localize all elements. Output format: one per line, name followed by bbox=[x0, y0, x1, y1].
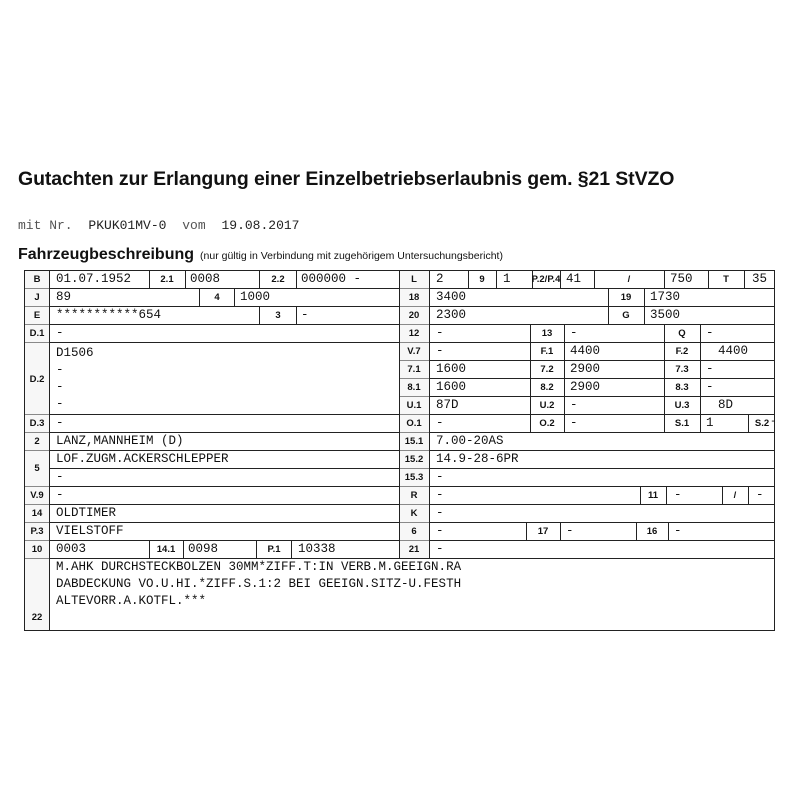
value-E: ***********654 bbox=[56, 308, 162, 322]
value-4: 1000 bbox=[240, 290, 271, 304]
label-12: 12 bbox=[408, 328, 420, 339]
label-2: 2 bbox=[34, 436, 40, 447]
value-5-line2: - bbox=[56, 470, 64, 484]
label-15-2: 15.2 bbox=[404, 454, 424, 465]
label-D2: D.2 bbox=[29, 374, 45, 385]
value-12: - bbox=[436, 326, 444, 340]
value-7-1: 1600 bbox=[436, 362, 467, 376]
value-22-line2: DABDECKUNG VO.U.HI.*ZIFF.S.1:2 BEI GEEIGN.SITZ-U.FESTH bbox=[56, 577, 462, 591]
value-10: 0003 bbox=[56, 542, 87, 556]
value-15-1: 7.00-20AS bbox=[436, 434, 504, 448]
value-8-3: - bbox=[706, 380, 714, 394]
value-2-2: 000000 - bbox=[301, 272, 362, 286]
value-J: 89 bbox=[56, 290, 72, 304]
value-U2: - bbox=[570, 398, 578, 412]
label-2-1: 2.1 bbox=[160, 274, 174, 285]
label-K: K bbox=[410, 508, 418, 519]
value-S1: 1 bbox=[706, 416, 714, 430]
value-V7: - bbox=[436, 344, 444, 358]
value-G: 3500 bbox=[650, 308, 681, 322]
label-B: B bbox=[33, 274, 41, 285]
value-Q: - bbox=[706, 326, 714, 340]
label-7-3: 7.3 bbox=[675, 364, 689, 375]
value-17: - bbox=[566, 524, 574, 538]
value-K: - bbox=[436, 506, 444, 520]
label-U1: U.1 bbox=[406, 400, 422, 411]
label-17: 17 bbox=[537, 526, 549, 537]
label-O1: O.1 bbox=[406, 418, 422, 429]
value-O1: - bbox=[436, 416, 444, 430]
value-F1: 4400 bbox=[570, 344, 601, 358]
label-slash-2: / bbox=[733, 490, 737, 501]
value-15-2: 14.9-28-6PR bbox=[436, 452, 519, 466]
label-18: 18 bbox=[408, 292, 420, 303]
value-18: 3400 bbox=[436, 290, 467, 304]
label-21: 21 bbox=[408, 544, 420, 555]
label-J: J bbox=[34, 292, 40, 303]
nr-value: PKUK01MV-0 bbox=[88, 218, 167, 233]
label-P2-P4: P.2/P.4 bbox=[531, 274, 561, 285]
label-D3: D.3 bbox=[29, 418, 45, 429]
label-8-1: 8.1 bbox=[407, 382, 421, 393]
label-slash: / bbox=[627, 274, 631, 285]
label-U2: U.2 bbox=[539, 400, 555, 411]
value-16: - bbox=[674, 524, 682, 538]
label-E: E bbox=[33, 310, 41, 321]
label-14-1: 14.1 bbox=[156, 544, 176, 555]
value-8-2: 2900 bbox=[570, 380, 601, 394]
value-19: 1730 bbox=[650, 290, 681, 304]
value-P2-P4: 41 bbox=[566, 272, 582, 286]
nr-label: mit Nr. bbox=[18, 218, 73, 233]
value-V9: - bbox=[56, 488, 64, 502]
value-D1: - bbox=[56, 326, 64, 340]
label-11: 11 bbox=[647, 490, 659, 501]
label-8-3: 8.3 bbox=[675, 382, 689, 393]
value-13: - bbox=[570, 326, 578, 340]
value-15-3: - bbox=[436, 470, 444, 484]
value-U3: 8D bbox=[718, 398, 734, 412]
label-8-2: 8.2 bbox=[540, 382, 554, 393]
label-4: 4 bbox=[214, 292, 220, 303]
label-P3: P.3 bbox=[30, 526, 44, 537]
value-2-1: 0008 bbox=[190, 272, 221, 286]
value-D2-line1: D1506 bbox=[56, 346, 94, 360]
label-Q: Q bbox=[678, 328, 686, 339]
value-D3: - bbox=[56, 416, 64, 430]
label-10: 10 bbox=[31, 544, 43, 555]
value-P1: 10338 bbox=[298, 542, 336, 556]
value-P3: VIELSTOFF bbox=[56, 524, 124, 538]
label-F1: F.1 bbox=[540, 346, 554, 357]
value-20: 2300 bbox=[436, 308, 467, 322]
value-5-line1: LOF.ZUGM.ACKERSCHLEPPER bbox=[56, 452, 229, 466]
section-note: (nur gültig in Verbindung mit zugehörigem Untersuchungsbericht) bbox=[200, 250, 503, 262]
label-S1: S.1 bbox=[674, 418, 690, 429]
value-L: 2 bbox=[436, 272, 444, 286]
label-R: R bbox=[410, 490, 418, 501]
label-S2: S.2 bbox=[754, 418, 770, 429]
label-O2: O.2 bbox=[539, 418, 555, 429]
value-R: - bbox=[436, 488, 444, 502]
value-U1: 87D bbox=[436, 398, 459, 412]
label-13: 13 bbox=[541, 328, 553, 339]
label-14: 14 bbox=[31, 508, 43, 519]
value-14-1: 0098 bbox=[188, 542, 219, 556]
value-8-1: 1600 bbox=[436, 380, 467, 394]
value-21: - bbox=[436, 542, 444, 556]
value-slash-2: - bbox=[756, 488, 764, 502]
value-2: LANZ,MANNHEIM (D) bbox=[56, 434, 184, 448]
label-2-2: 2.2 bbox=[271, 274, 285, 285]
section-title: Fahrzeugbeschreibung bbox=[18, 246, 195, 263]
value-6: - bbox=[436, 524, 444, 538]
label-22: 22 bbox=[31, 612, 43, 623]
value-7-3: - bbox=[706, 362, 714, 376]
label-L: L bbox=[411, 274, 417, 285]
label-15-3: 15.3 bbox=[404, 472, 424, 483]
label-7-1: 7.1 bbox=[407, 364, 421, 375]
value-22-line1: M.AHK DURCHSTECKBOLZEN 30MM*ZIFF.T:IN VERB.M.GEEIGN.RA bbox=[56, 560, 462, 574]
value-22-line3: ALTEVORR.A.KOTFL.*** bbox=[56, 594, 207, 608]
value-slash: 750 bbox=[670, 272, 693, 286]
label-U3: U.3 bbox=[674, 400, 690, 411]
label-F2: F.2 bbox=[675, 346, 689, 357]
label-G: G bbox=[622, 310, 630, 321]
label-19: 19 bbox=[620, 292, 632, 303]
value-11: - bbox=[674, 488, 682, 502]
value-14: OLDTIMER bbox=[56, 506, 117, 520]
value-D2-line2: - bbox=[56, 363, 64, 377]
label-5: 5 bbox=[34, 463, 40, 474]
date-label: vom bbox=[182, 218, 206, 233]
label-20: 20 bbox=[408, 310, 420, 321]
value-B: 01.07.1952 bbox=[56, 272, 132, 286]
value-9: 1 bbox=[503, 272, 511, 286]
label-7-2: 7.2 bbox=[540, 364, 554, 375]
value-O2: - bbox=[570, 416, 578, 430]
document-title: Gutachten zur Erlangung einer Einzelbetriebserlaubnis gem. §21 StVZO bbox=[18, 168, 675, 190]
label-16: 16 bbox=[646, 526, 658, 537]
label-V9: V.9 bbox=[30, 490, 44, 501]
label-P1: P.1 bbox=[267, 544, 281, 555]
label-T: T bbox=[723, 274, 729, 285]
label-3: 3 bbox=[275, 310, 281, 321]
value-F2: 4400 bbox=[718, 344, 749, 358]
label-V7: V.7 bbox=[407, 346, 421, 357]
value-3: - bbox=[301, 308, 309, 322]
label-D1: D.1 bbox=[29, 328, 45, 339]
date-value: 19.08.2017 bbox=[221, 218, 300, 233]
value-D2-line3: - bbox=[56, 380, 64, 394]
value-T: 35 bbox=[752, 272, 768, 286]
label-9: 9 bbox=[479, 274, 485, 285]
value-S2: - bbox=[770, 416, 777, 428]
label-15-1: 15.1 bbox=[404, 436, 424, 447]
value-7-2: 2900 bbox=[570, 362, 601, 376]
value-D2-line4: - bbox=[56, 397, 64, 411]
label-6: 6 bbox=[411, 526, 417, 537]
